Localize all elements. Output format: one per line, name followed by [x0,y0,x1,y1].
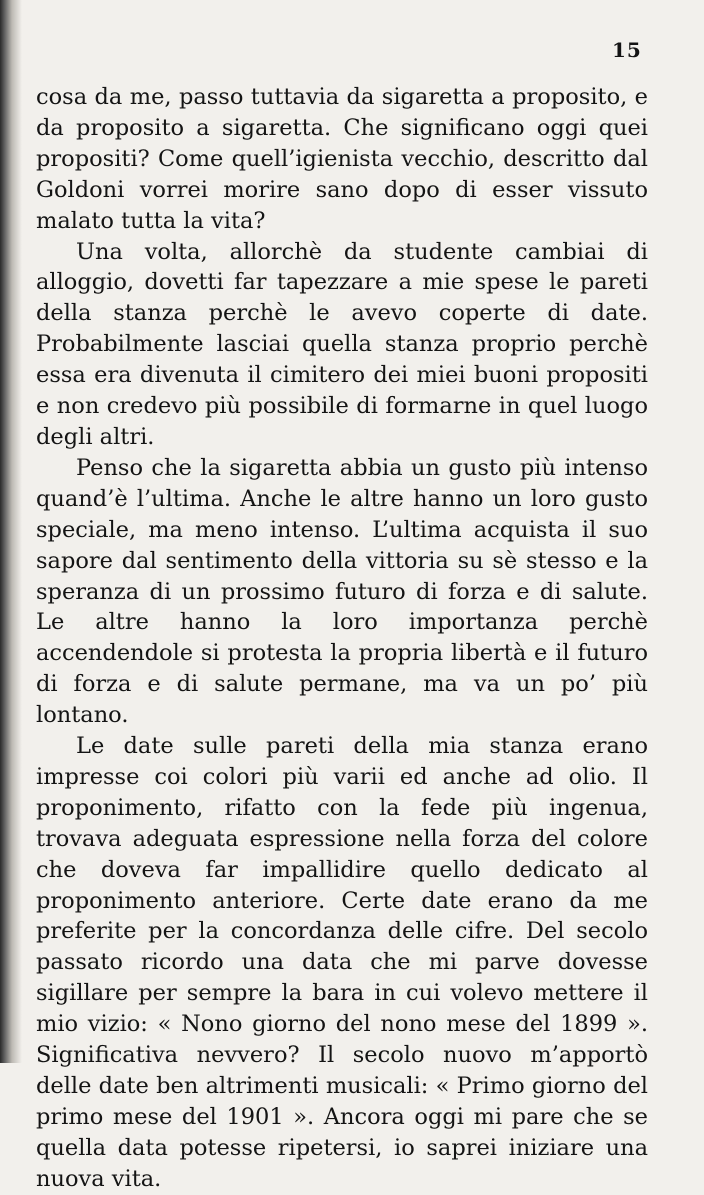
page-number: 15 [612,38,642,62]
paragraph-3: Penso che la sigaretta abbia un gusto più intenso quand’è l’ultima. Anche le altre hanno un loro gusto speciale, ma meno intenso. L’ultima acquista il suo sapore dal sentimento della vittoria su sè stesso e la speranza di un prossimo futuro di forza e di salute. Le altre hanno la loro importanza perchè accendendole si protesta la propria libertà e il futuro di forza e di salute permane, ma va un po’ più lontano. [36,454,648,729]
binding-gutter-shadow [0,0,22,1063]
paragraph-1: cosa da me, passo tuttavia da sigaretta a proposito, e da proposito a sigaretta. Che significano oggi quei propositi? Come quell’igienista vecchio, descritto dal Goldoni vorrei morire sano dopo di esser vissuto malato tutta la vita? [36,84,648,234]
body-text [36,82,648,1195]
paragraph-4: Le date sulle pareti della mia stanza erano impresse coi colori più varii ed anche ad olio. Il proponimento, rifatto con la fede più ingenua, trovava adeguata espressione nella forza del colore che doveva far impallidire quello dedicato al proponimento anteriore. Certe date erano da me preferite per la concordanza delle cifre. Del secolo passato ricordo una data che mi parve dovesse sigillare per sempre la bara in cui volevo mettere il mio vizio: « Nono giorno del nono mese del 1899 ». Significativa nevvero? Il secolo nuovo m’apportò delle date ben altrimenti musicali: « Primo giorno del primo mese del 1901 ». Ancora oggi mi pare che se quella data potesse ripetersi, io saprei iniziare una nuova vita. [36,733,648,1192]
paragraph-2: Una volta, allorchè da studente cambiai di alloggio, dovetti far tapezzare a mie spese le pareti della stanza perchè le avevo coperte di date. Probabilmente lasciai quella stanza proprio perchè essa era divenuta il cimitero dei miei buoni propositi e non credevo più possibile di formarne in quel luogo degli altri. [36,238,648,450]
